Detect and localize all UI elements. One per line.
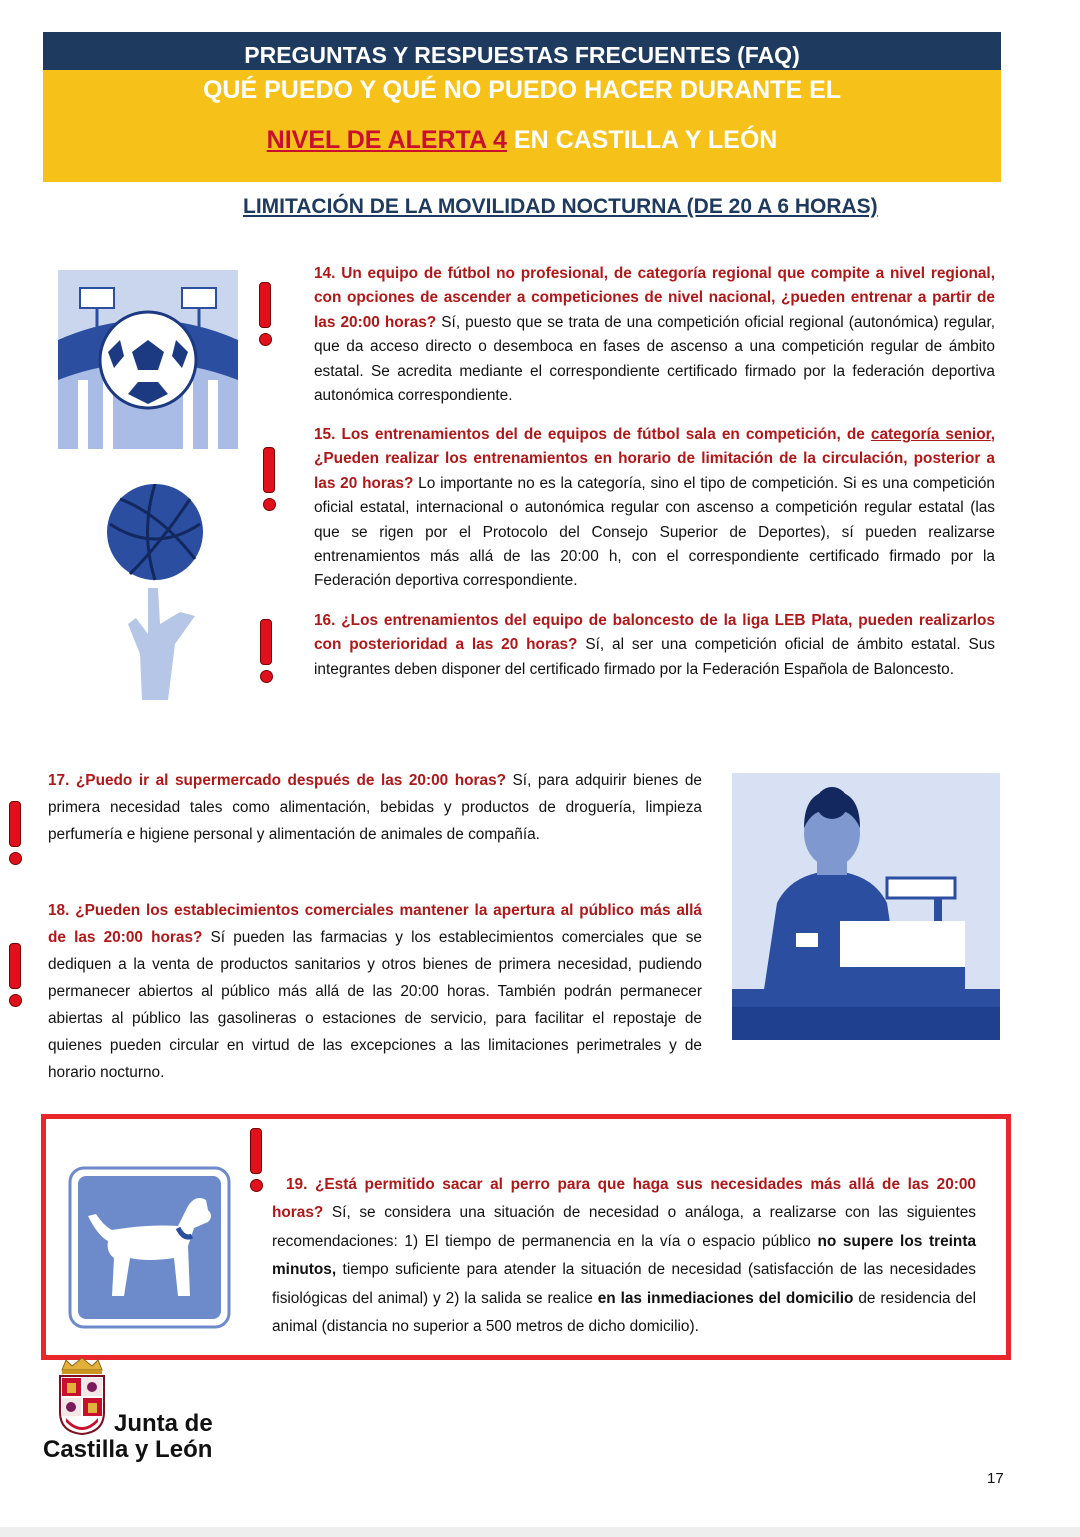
- supermarket-cashier-illustration: [732, 773, 1000, 1040]
- warning-exclamation-icon: [260, 619, 272, 683]
- faq-question: 17. ¿Puedo ir al supermercado después de las 20:00 horas?: [48, 772, 507, 789]
- dog-icon: [68, 1166, 231, 1329]
- faq-question: 15. Los entrenamientos del de equipos de fútbol sala en competición, de: [314, 426, 871, 443]
- header-subtitle: QUÉ PUEDO Y QUÉ NO PUEDO HACER DURANTE EL: [202, 76, 842, 104]
- header-alert-line: [43, 126, 1001, 155]
- faq-question: 14. Un equipo de fútbol no profesional, de categoría regional que compite a nivel regional, con opciones de ascender a competiciones de nivel nacional, ¿pueden entrenar a partir de las 20:00 horas?: [314, 265, 995, 331]
- faq-answer: de residencia del animal (distancia no superior a 500 metros de dicho domicilio).: [272, 1289, 976, 1336]
- faq-answer: Lo importante no es la categoría, sino el tipo de competición. Si es una competición oficial estatal, internacional o autonómica regular con ascenso a competición regular estatal (las que se rigen por el Protocolo del Consejo Superior de Deportes), sí pueden realizarse entrenamientos más allá de las 20:00 h, con el correspondiente certificado firmado por la Federación deportiva correspondiente.: [314, 474, 995, 590]
- logo-text-line2: Castilla y León: [43, 1436, 213, 1463]
- faq-item-19: [272, 1171, 976, 1341]
- logo-text-line1: Junta de: [114, 1410, 213, 1437]
- faq-answer-emphasis: no supere los treinta minutos,: [272, 1232, 977, 1279]
- faq-answer: Sí pueden las farmacias y los establecimientos comerciales que se dediquen a la venta de productos sanitarios y otros bienes de primera necesidad, pudiendo permanecer abiertos al público más allá de las 20:00 horas. También podrán permanecer abiertas al público las gasolineras o estaciones de servicio, para facilitar el repostaje de quienes pueden circular en virtud de las excepciones a las limitaciones perimetrales y de horario nocturno.: [48, 929, 702, 1081]
- faq-answer: tiempo suficiente para atender la situación de necesidad (satisfacción de las necesidades fisiológicas del animal) y 2) la salida se realice: [272, 1261, 976, 1307]
- soccer-stadium-illustration: [58, 270, 238, 449]
- soccer-ball-icon: [58, 270, 238, 449]
- warning-exclamation-icon: [263, 447, 275, 511]
- warning-exclamation-icon: [9, 801, 21, 865]
- faq-question: 19. ¿Está permitido sacar al perro para que haga sus necesidades más allá de las 20:00 horas?: [272, 1176, 976, 1222]
- faq-title: PREGUNTAS Y RESPUESTAS FRECUENTES (FAQ): [244, 42, 800, 68]
- faq-item-18: [48, 897, 702, 1086]
- basketball-icon: [100, 484, 215, 704]
- region-label: EN CASTILLA Y LEÓN: [506, 126, 778, 154]
- cashier-icon: [732, 773, 1000, 1040]
- bottom-strip: [0, 1527, 1080, 1537]
- faq-question: , ¿Pueden realizar los entrenamientos en horario de limitación de la circulación, posterior a las 20 horas?: [314, 426, 996, 492]
- alert-level-label: NIVEL DE ALERTA 4: [266, 126, 507, 154]
- faq-item-16: [314, 609, 995, 682]
- faq-question: 18. ¿Pueden los establecimientos comerciales mantener la apertura al público más allá de las 20:00 horas?: [48, 902, 702, 946]
- faq-question-underlined: categoría senior: [870, 426, 991, 443]
- warning-exclamation-icon: [9, 943, 21, 1007]
- coat-of-arms-logo: [56, 1356, 108, 1436]
- faq-answer-emphasis: en las inmediaciones del domicilio: [597, 1289, 854, 1307]
- warning-exclamation-icon: [259, 282, 271, 346]
- section-title: LIMITACIÓN DE LA MOVILIDAD NOCTURNA (DE 20 A 6 HORAS): [243, 195, 878, 218]
- coat-of-arms-icon: [56, 1356, 108, 1436]
- faq-answer: Sí, puesto que se trata de una competición oficial regional (autonómica) regular, que da acceso directo o desemboca en fases de ascenso a una competición regular de ámbito estatal. Se acredita mediante el correspondiente certificado firmado por la federación deportiva autonómica correspondiente.: [314, 313, 995, 405]
- faq-answer: Sí, para adquirir bienes de primera necesidad tales como alimentación, bebidas y productos de droguería, limpieza perfumería e higiene personal y alimentación de animales de compañía.: [48, 772, 702, 843]
- faq-answer: Sí, se considera una situación de necesidad o análoga, a realizarse con las siguientes recomendaciones: 1) El tiempo de permanencia en la vía o espacio público: [272, 1204, 976, 1250]
- faq-item-17: [48, 767, 702, 848]
- dog-illustration: [68, 1166, 231, 1329]
- faq-answer: Sí, al ser una competición oficial de ámbito estatal. Sus integrantes deben disponer del certificado firmado por la Federación Española de Baloncesto.: [314, 636, 996, 678]
- faq-item-15: [314, 423, 995, 594]
- faq-header-bar: [43, 32, 1001, 70]
- faq-question: 16. ¿Los entrenamientos del equipo de baloncesto de la liga LEB Plata, pueden realizarlos con posterioridad a las 20 horas?: [314, 612, 995, 654]
- basketball-hand-illustration: [100, 484, 215, 704]
- page-number: 17: [987, 1470, 1004, 1487]
- faq-item-14: [314, 262, 995, 408]
